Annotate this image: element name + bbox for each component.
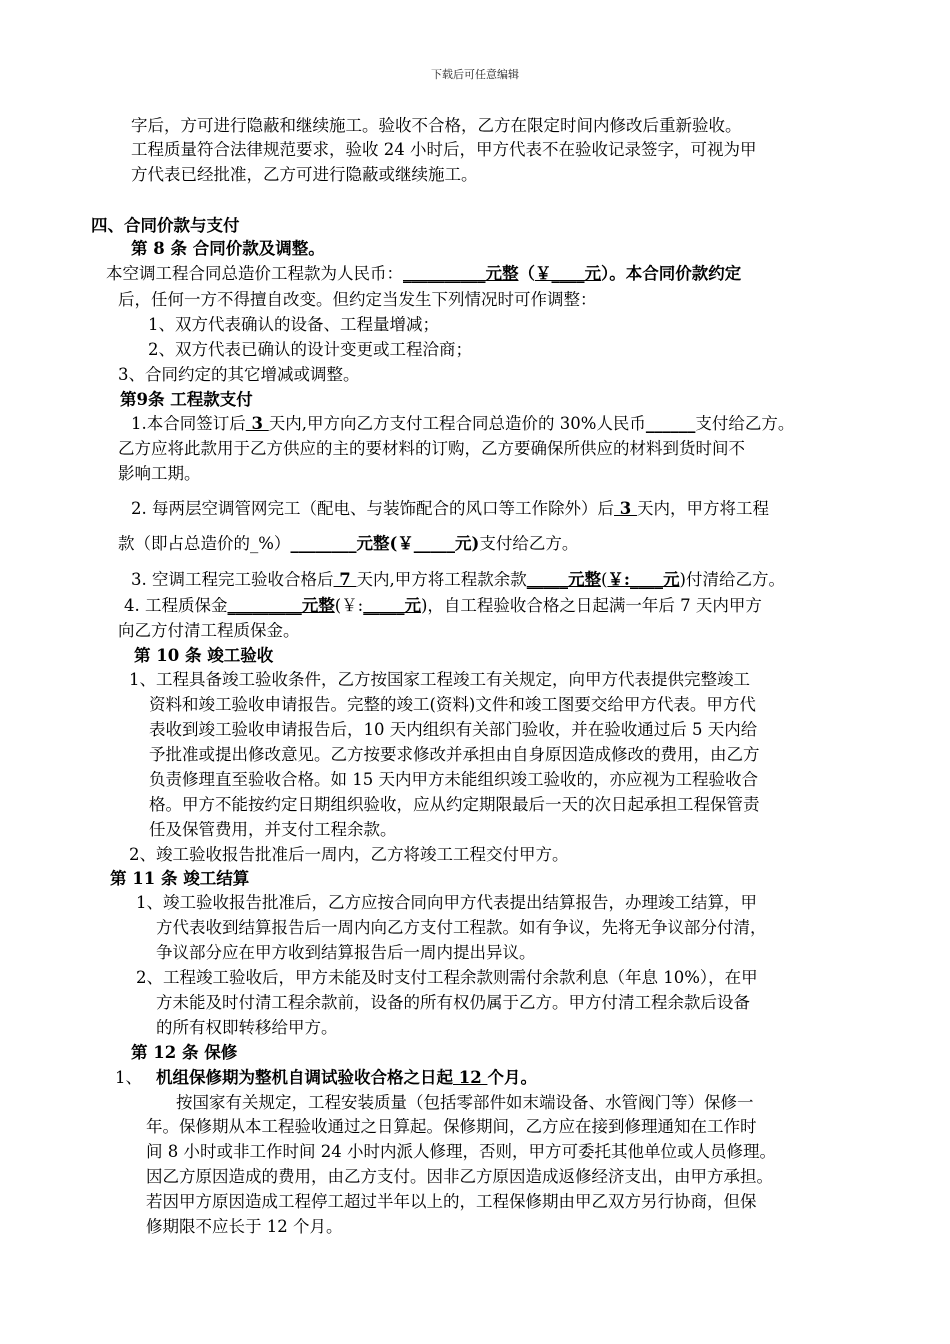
paragraph-line [124,594,762,618]
paragraph-line [115,1066,537,1090]
text: 4. 工程质保金 [124,596,228,615]
paragraph-line: 后，任何一方不得擅自改变。但约定当发生下列情况时可作调整： [118,290,597,309]
list-item: 2、双方代表已确认的设计变更或工程洽商； [148,340,472,359]
text: 天内,甲方向乙方支付工程合同总造价的 30%人民币 [268,414,646,433]
paragraph-line: 乙方应将此款用于乙方供应的主的要材料的订购，乙方要确保所供应的材料到货时间不 [118,439,745,458]
text: 个月。 [487,1068,537,1087]
text: 本空调工程合同总造价工程款为人民币： [106,264,403,283]
paragraph-line: 争议部分应在甲方收到结算报告后一周内提出异议。 [156,943,536,962]
months-value: 12 [453,1068,488,1087]
text: ( [600,570,608,589]
paragraph-line: 表收到竣工验收申请报告后，10 天内组织有关部门验收，并在验收通过后 5 天内给 [149,720,758,739]
text: （ [518,264,535,283]
paragraph-line: 的所有权即转移给甲方。 [156,1018,338,1037]
paragraph-line: 负责修理直至验收合格。如 15 天内甲方未能组织竣工验收的，亦应视为工程验收合 [149,770,758,789]
amount-blank: _____元 [363,596,421,615]
paragraph-line: 按国家有关规定，工程安装质量（包括零部件如末端设备、水管阀门等）保修一 [176,1093,754,1112]
article-heading: 第 8 条 合同价款及调整。 [131,239,325,258]
text: (￥: [334,596,364,615]
text: 2. 每两层空调管网完工（配电、与装饰配合的风口等工作除外）后 [131,499,614,518]
text: )，自工程验收合格之日起满一年后 7 天内甲方 [421,596,762,615]
paragraph-line: 因乙方原因造成的费用，由乙方支付。因非乙方原因造成返修经济支出，由甲方承担。 [146,1167,773,1186]
paragraph-line: 若因甲方原因造成工程停工超过半年以上的，工程保修期由甲乙双方另行协商，但保 [146,1192,757,1211]
paragraph-line: 修期限不应长于 12 个月。 [146,1217,343,1236]
text: 天内,甲方将工程款余款 [356,570,527,589]
days-value: 7 [333,570,357,589]
article-heading: 第 10 条 竣工验收 [134,646,274,665]
text: 1.本合同签订后 [131,414,246,433]
paragraph-line: 2、竣工验收报告批准后一周内，乙方将竣工工程交付甲方。 [129,845,569,864]
paragraph-line: 字后，方可进行隐蔽和继续施工。验收不合格，乙方在限定时间内修改后重新验收。 [131,116,742,135]
text: 支付给乙方。 [695,414,795,433]
paragraph-line: 年。保修期从本工程验收通过之日算起。保修期间，乙方应在接到修理通知在工作时 [146,1117,757,1136]
paragraph-line: 影响工期。 [118,464,201,483]
list-item: 3、合同约定的其它增减或调整。 [118,365,360,384]
days-value: 3 [614,499,637,518]
text: 1、 [115,1068,142,1087]
text: )付清给乙方。 [679,570,785,589]
text: 款（即占总造价的_%） [118,534,291,553]
paragraph-line: 1、工程具备竣工验收条件，乙方按国家工程竣工有关规定，向甲方代表提供完整竣工 [129,670,750,689]
days-value: 3 [245,414,269,433]
page-header: 下载后可任意编辑 [431,68,519,81]
section-heading: 四、合同价款与支付 [91,216,240,235]
text: ）。本合同价款约定 [601,264,742,283]
paragraph-line: 任及保管费用，并支付工程余款。 [149,820,397,839]
amount-blank: ￥____元 [535,264,601,283]
amount-blank: _________元整 [227,596,335,615]
amount-blank: ______ [645,414,696,433]
amount-blank: ________元整(￥_____元) [290,534,480,553]
paragraph-line: 2、工程竣工验收后，甲方未能及时支付工程余款则需付余款利息（年息 10%），在甲 [136,968,758,987]
paragraph-line: 工程质量符合法律规范要求，验收 24 小时后，甲方代表不在验收记录签字，可视为甲 [131,140,757,159]
text: 机组保修期为整机自调试验收合格之日起 [156,1068,453,1087]
paragraph-line: 1、竣工验收报告批准后，乙方应按合同向甲方代表提出结算报告，办理竣工结算，甲 [136,893,757,912]
amount-blank: __________元整 [403,264,519,283]
text: 3. 空调工程完工验收合格后 [131,570,334,589]
text: 支付给乙方。 [479,534,579,553]
paragraph-line [131,568,785,592]
paragraph-line: 间 8 小时或非工作时间 24 小时内派人修理，否则，甲方可委托其他单位或人员修理。 [146,1142,776,1161]
article-heading: 第 11 条 竣工结算 [110,869,250,888]
paragraph-line [131,412,794,436]
amount-blank: ￥:____元 [607,570,680,589]
paragraph-line [131,497,769,521]
paragraph-line: 向乙方付清工程质保金。 [118,621,300,640]
text: 天内，甲方将工程 [636,499,769,518]
paragraph-line [118,532,578,556]
article-heading: 第9条 工程款支付 [120,390,253,409]
paragraph-line: 方未能及时付清工程余款前，设备的所有权仍属于乙方。甲方付清工程余款后设备 [156,993,750,1012]
paragraph-line: 资料和竣工验收申请报告。完整的竣工(资料)文件和竣工图要交给甲方代表。甲方代 [149,695,756,714]
paragraph-line [106,262,741,286]
article-heading: 第 12 条 保修 [131,1043,238,1062]
paragraph-line: 格。甲方不能按约定日期组织验收，应从约定期限最后一天的次日起承担工程保管责 [149,795,760,814]
paragraph-line: 方代表收到结算报告后一周内向乙方支付工程款。如有争议，先将无争议部分付清， [156,918,767,937]
paragraph-line: 予批准或提出修改意见。乙方按要求修改并承担由自身原因造成修改的费用，由乙方 [149,745,760,764]
amount-blank: _____元整 [526,570,601,589]
list-item: 1、双方代表确认的设备、工程量增减； [148,315,439,334]
paragraph-line: 方代表已经批准，乙方可进行隐蔽或继续施工。 [131,165,478,184]
